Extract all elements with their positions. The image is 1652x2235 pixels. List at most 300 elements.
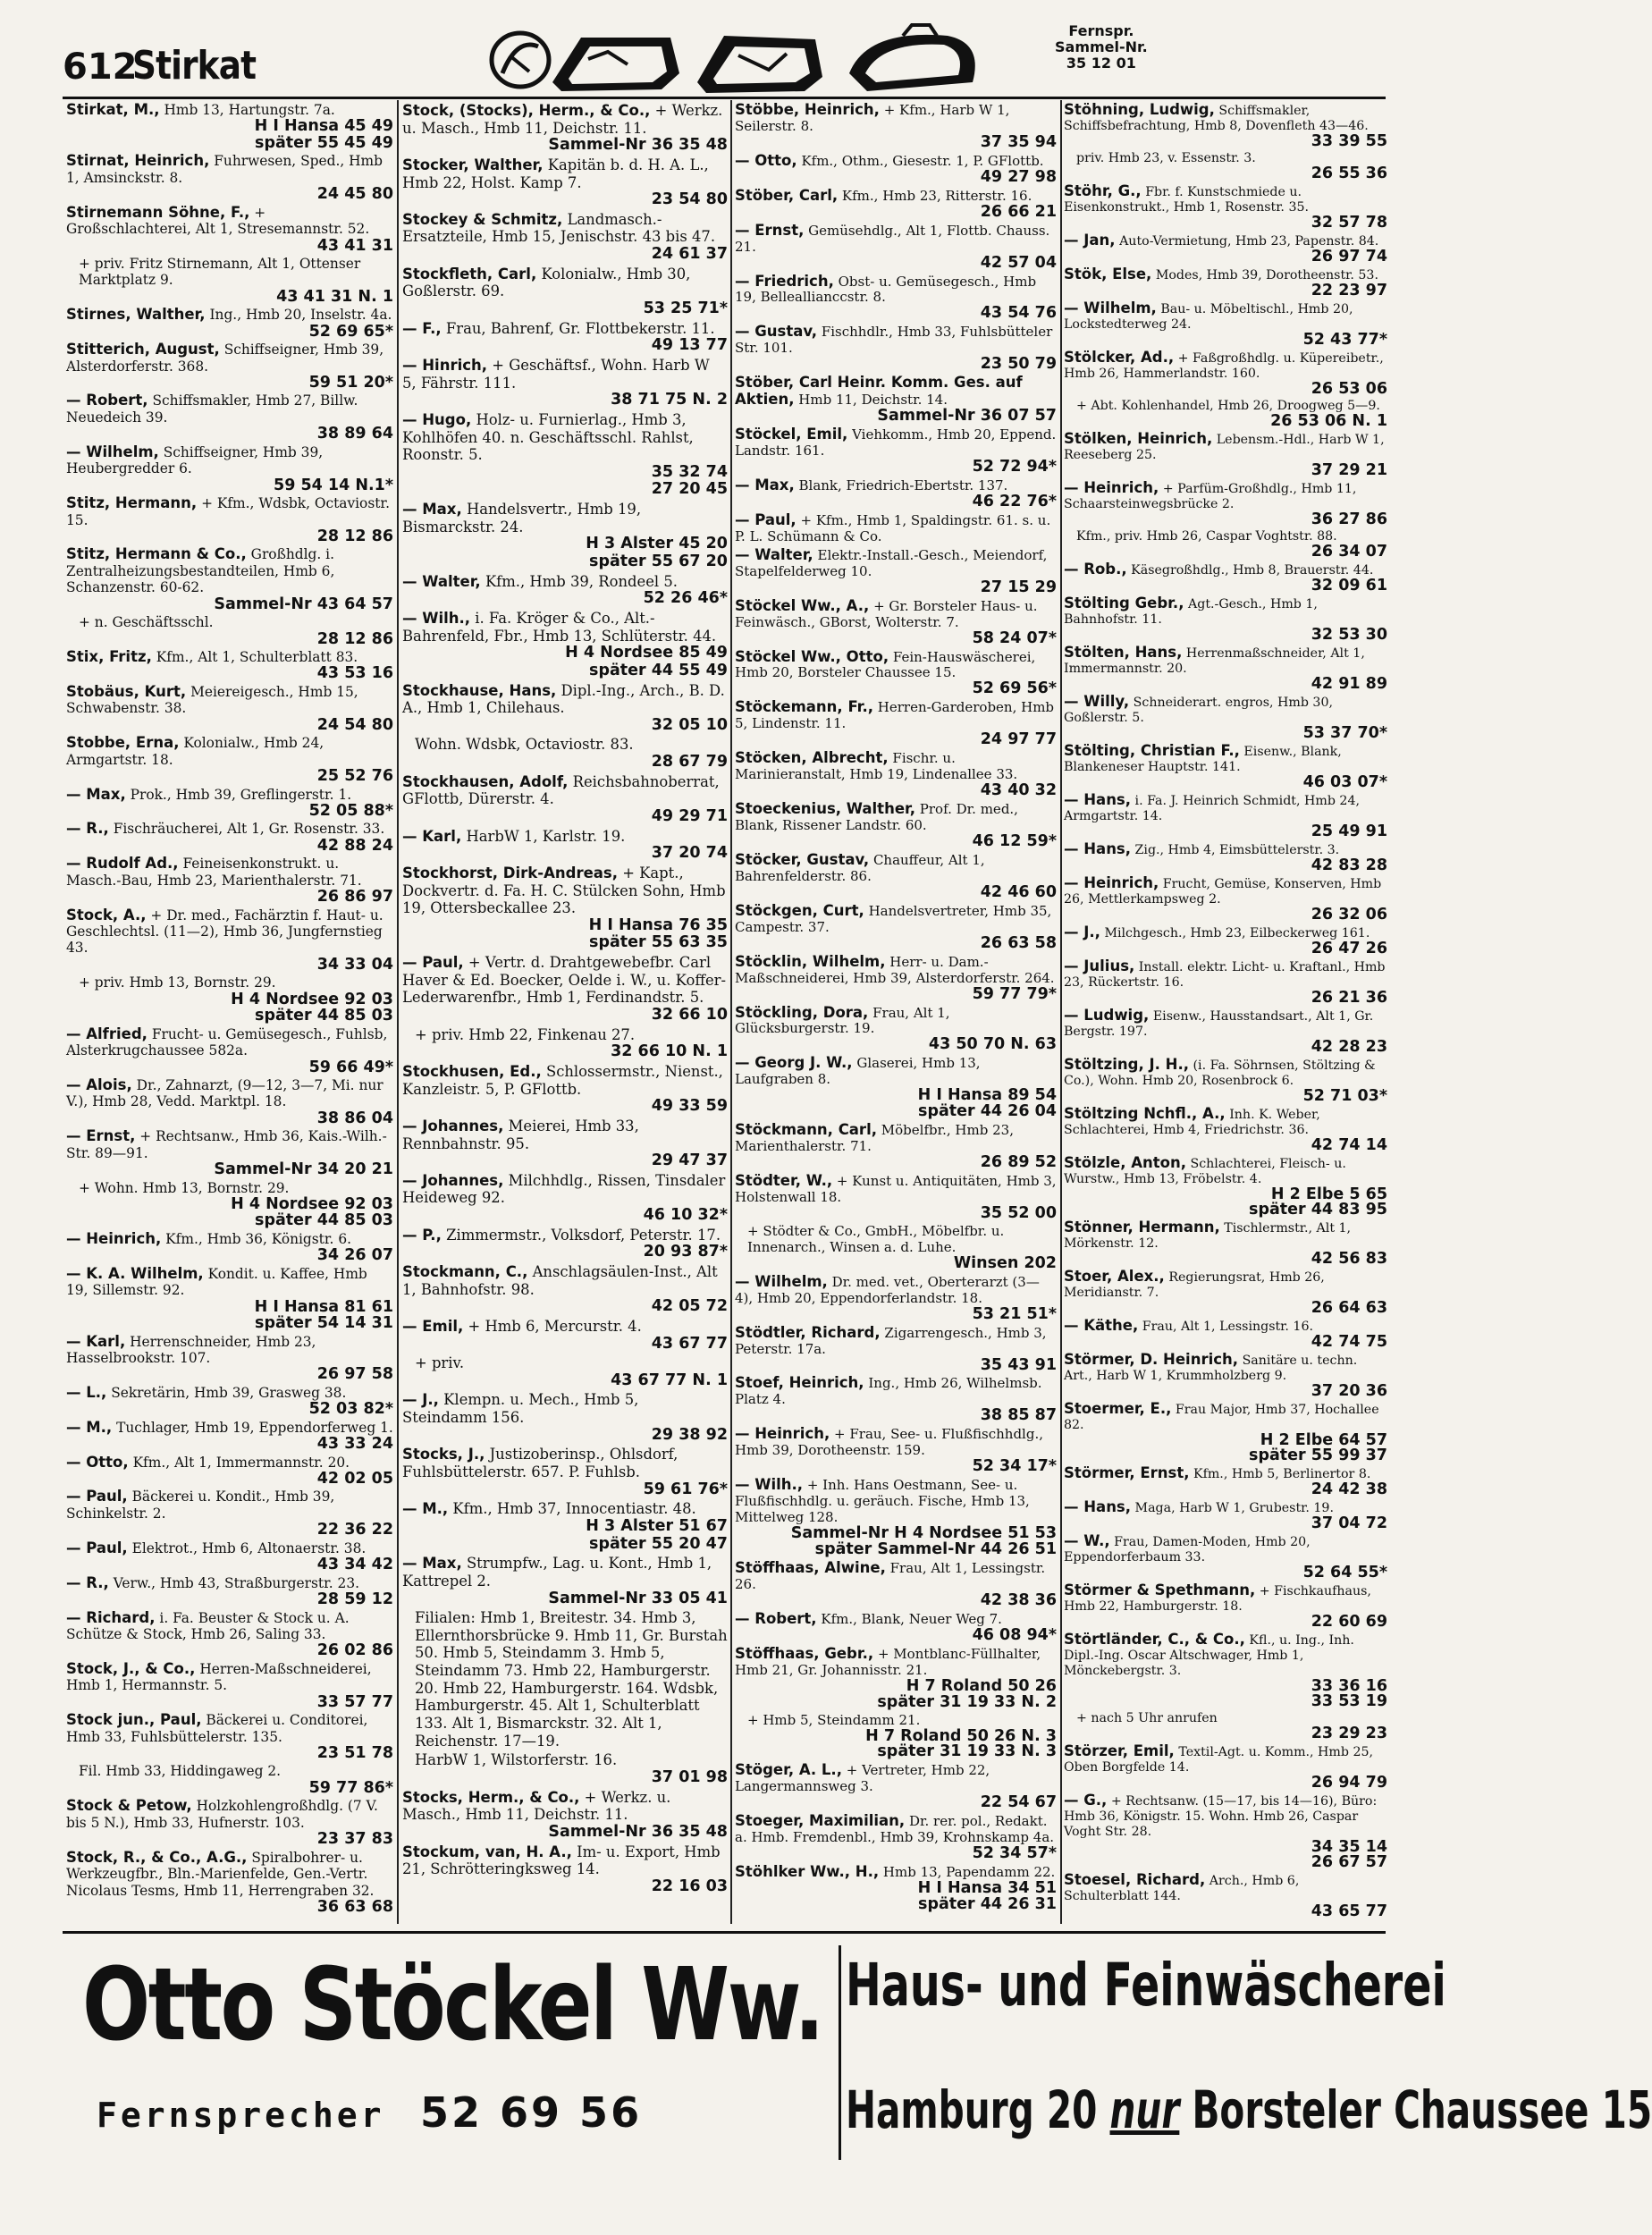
entry-phone-number: H I Hansa 34 51 (917, 1879, 1057, 1898)
ad-rule (63, 1931, 1386, 1934)
directory-entry (1064, 1401, 1387, 1463)
entry-name: — Hinrich, (402, 356, 488, 374)
entry-name: — Hans, (1064, 791, 1132, 808)
directory-entry (66, 1231, 393, 1264)
entry-name: Stock, (Stocks), Herm., & Co., (402, 102, 651, 119)
entry-text (735, 1813, 1057, 1846)
entry-name: — Karl, (402, 827, 462, 845)
entry-details: Frau, Damen-Moden, Hmb 20, Eppendorferbaum 33. (1064, 1535, 1311, 1564)
entry-name: Stöber, Carl, (735, 186, 839, 204)
entry-text (402, 573, 728, 591)
entry-phone-number: H I Hansa 89 54 (917, 1086, 1057, 1105)
entry-details: Strumpfw., Lag. u. Kont., Hmb 1, Kattrepel 2. (402, 1555, 712, 1590)
directory-entry (735, 1813, 1057, 1862)
entry-details: Schiffsmakler, Schiffsbefrachtung, Hmb 8, Dovenfleth 43—46. (1064, 104, 1369, 133)
entry-details: Feineisenkonstrukt. u. Masch.-Bau, Hmb 23, Marienthalerstr. 71. (66, 856, 362, 889)
entry-name: — Ludwig, (1064, 1007, 1150, 1024)
entry-details: Kfm., Alt 1, Immermannstr. 20. (132, 1454, 350, 1471)
entry-phone-number: 35 52 00 (980, 1203, 1057, 1222)
entry-details: Kfl., u. Ing., Inh. Dipl.-Ing. Oscar Altschwager, Hmb 1, Mönckebergstr. 3. (1064, 1633, 1354, 1678)
entry-details: Fuhrwesen, Sped., Hmb 1, Amsinckstr. 8. (66, 153, 383, 186)
entry-text (735, 324, 1057, 357)
directory-entry (66, 684, 393, 733)
entry-name: — K. A. Wilhelm, (66, 1264, 204, 1282)
entry-name: — Hans, (1064, 840, 1132, 857)
entry-phone-number: 46 12 59* (972, 831, 1057, 850)
entry-details: Kfm., Hmb 39, Rondeel 5. (485, 572, 678, 590)
entry-text (735, 954, 1057, 987)
entry-details: Filialen: Hmb 1, Breitestr. 34. Hmb 3, Ellernthorsbrücke 9. Hmb 11, Gr. Burstah 50. Hmb 5, Steindamm 3. Hmb 5, Steindamm 73. Hmb 22, Hamburgerstr. 20. Hmb 22, Hamburgerstr. 164. Wdsbk, Hamburgerstr. 45. Alt 1, Schulterblatt 133. Alt 1, Bismarckstr. 32. Alt 1, Reichenstr. 17—19. (415, 1609, 728, 1750)
entry-name: — Paul, (66, 1488, 128, 1505)
entry-details: Meierei, Hmb 33, Rennbahnstr. 95. (402, 1117, 639, 1152)
directory-entry (66, 974, 393, 1024)
entry-text (735, 598, 1057, 631)
entry-name: — Hans, (1064, 1498, 1132, 1515)
entry-name: — Georg J. W., (735, 1054, 853, 1072)
entry-phone-number: H 2 Elbe 64 57 (1260, 1431, 1387, 1449)
entry-name: Stockhause, Hans, (402, 681, 557, 699)
entry-details: i. Fa. Beuster & Stock u. A. Schütze & Stock, Hmb 26, Saling 33. (66, 1609, 350, 1642)
entry-name: — Käthe, (1064, 1317, 1139, 1334)
entry-phone-number: 46 08 94* (972, 1625, 1057, 1644)
directory-entry (1064, 841, 1387, 873)
entry-details: + Kunst u. Antiquitäten, Hmb 3, Holstenwall 18. (735, 1173, 1057, 1205)
entry-phone-number: 42 56 83 (1311, 1250, 1387, 1268)
directory-entry (402, 501, 728, 571)
entry-name: Stöckel, Emil, (735, 426, 848, 443)
entry-text (66, 546, 393, 595)
entry-details: Ing., Hmb 20, Inselstr. 4a. (209, 307, 392, 324)
entry-phone-number: 26 67 57 (1311, 1853, 1387, 1871)
directory-entry (735, 750, 1057, 799)
directory-entry (735, 1224, 1057, 1272)
page-header (63, 20, 1386, 100)
entry-name: Stirnes, Walther, (66, 306, 206, 324)
directory-entry (66, 787, 393, 820)
entry-text (66, 1850, 393, 1899)
directory-entry (66, 153, 393, 202)
entry-name: — W., (1064, 1532, 1110, 1549)
entry-name: Stöhlker Ww., H., (735, 1863, 880, 1881)
entry-phone-number: Sammel-Nr 36 35 48 (548, 136, 728, 155)
entry-phone-number: 33 36 16 (1311, 1677, 1387, 1695)
entry-phone-number: 43 34 42 (316, 1556, 393, 1574)
entry-details: Herrenmaßschneider, Alt 1, Immermannstr. 20. (1064, 646, 1365, 676)
directory-entry (402, 102, 728, 155)
entry-details: Frau, Alt 1, Glücksburgerstr. 19. (735, 1004, 950, 1037)
entry-details: Fein-Hauswäscherei, Hmb 20, Borsteler Chaussee 15. (735, 648, 1036, 681)
directory-entry (735, 1426, 1057, 1475)
directory-entry (66, 342, 393, 391)
entry-phone-number: 26 64 63 (1311, 1299, 1387, 1317)
entry-phone-number: 38 71 75 N. 2 (611, 391, 728, 409)
directory-entry (402, 211, 728, 264)
entry-details: + Kapt., Dockvertr. d. Fa. H. C. Stülcken Sohn, Hmb 19, Ottersbeckallee 23. (402, 864, 726, 917)
entry-name: Stöber, Carl Heinr. Komm. Ges. auf Aktien, (735, 374, 1023, 409)
directory-entry (402, 1354, 728, 1389)
directory-entry (1064, 924, 1387, 957)
directory-entry (735, 1762, 1057, 1811)
directory-entry (735, 1375, 1057, 1424)
directory-entry (735, 1173, 1057, 1222)
entry-phone-number: 34 33 04 (316, 955, 393, 974)
entry-details: Lebensm.-Hdl., Harb W 1, Reeseberg 25. (1064, 433, 1385, 462)
entry-phone-number: 36 27 86 (1311, 510, 1387, 528)
directory-entry (66, 102, 393, 151)
entry-phone-number: 22 54 67 (980, 1793, 1057, 1812)
entry-name: Stöffhaas, Gebr., (735, 1644, 874, 1662)
entry-details: Kondit. u. Kaffee, Hmb 19, Sillemstr. 92. (66, 1265, 367, 1299)
entry-phone-number: 42 28 23 (1311, 1038, 1387, 1056)
phone-header-sub: Sammel-Nr. (1055, 38, 1148, 55)
entry-name: — Johannes, (402, 1171, 504, 1189)
entry-details: Kfm., Hmb 5, Berlinertor 8. (1193, 1467, 1371, 1481)
entry-details: + Wohn. Hmb 13, Bornstr. 29. (79, 1179, 290, 1196)
entry-details: Herren-Maßschneiderei, Hmb 1, Hermannstr. 5. (66, 1660, 372, 1694)
directory-entry (735, 274, 1057, 323)
page-catchword: Stirkat (132, 43, 257, 89)
entry-phone-number: 37 04 72 (1311, 1514, 1387, 1532)
entry-text (402, 773, 728, 808)
entry-phone-number: später 44 85 03 (255, 1211, 393, 1230)
directory-entry (735, 1477, 1057, 1558)
directory-entry (735, 801, 1057, 850)
advertisement (63, 1936, 1652, 2222)
entry-name: Stoeger, Maximilian, (735, 1812, 906, 1830)
directory-entry (402, 1500, 728, 1553)
entry-details: Holz- u. Furnierlag., Hmb 3, Kohlhöfen 40. n. Geschäftsschl. Rahlst, Roonstr. 5. (402, 410, 694, 464)
entry-phone-number: 49 33 59 (651, 1097, 728, 1116)
entry-phone-number: 23 37 83 (316, 1830, 393, 1849)
entry-name: — Ernst, (735, 221, 805, 239)
entry-details: + priv. Hmb 22, Finkenau 27. (415, 1025, 636, 1043)
entry-phone-number: 42 88 24 (316, 836, 393, 855)
entry-name: Stobbe, Erna, (66, 734, 180, 752)
directory-entry (1064, 875, 1387, 923)
entry-details: + Rechtsanw. (15—17, bis 14—16), Büro: Hmb 36, Königstr. 15. Wohn. Hmb 26, Caspar Voght Str. 28. (1064, 1794, 1378, 1839)
entry-details: Schiffsmakler, Hmb 27, Billw. Neuedeich 39. (66, 392, 358, 426)
entry-details: Eisenw., Blank, Blankeneser Hauptstr. 141. (1064, 745, 1342, 774)
directory-entry (735, 1713, 1057, 1761)
entry-name: Stockmann, C., (402, 1263, 528, 1280)
entry-details: Schiffseigner, Hmb 39, Alsterdorferstr. 368. (66, 342, 384, 375)
entry-details: Regierungsrat, Hmb 26, Meridianstr. 7. (1064, 1270, 1325, 1300)
ad-phone-label: Fernsprecher (97, 2096, 385, 2135)
directory-entry (402, 1318, 728, 1353)
directory-entry (66, 1575, 393, 1608)
entry-phone-number: 27 20 45 (651, 480, 728, 499)
entry-phone-number: 52 03 82* (308, 1400, 393, 1419)
entry-text (1064, 1743, 1387, 1775)
phone-header-label: Fernspr. (1068, 22, 1134, 39)
entry-phone-number: 37 29 21 (1311, 461, 1387, 479)
entry-name: — Paul, (66, 1539, 128, 1556)
entry-text (402, 1609, 728, 1750)
entry-name: — Heinrich, (735, 1425, 830, 1443)
entry-phone-number: 33 53 19 (1311, 1692, 1387, 1710)
entry-phone-number: 24 97 77 (980, 730, 1057, 749)
entry-details: Reichsbahnoberrat, GFlottb, Dürerstr. 4. (402, 772, 720, 808)
entry-phone-number: 26 63 58 (980, 933, 1057, 952)
entry-name: Stöckmann, Carl, (735, 1121, 877, 1139)
entry-details: Verw., Hmb 43, Straßburgerstr. 23. (113, 1574, 360, 1591)
entry-text (735, 1426, 1057, 1459)
entry-text (402, 1227, 728, 1244)
entry-text (402, 1354, 728, 1372)
entry-name: — P., (402, 1226, 442, 1244)
entry-name: Stök, Else, (1064, 266, 1152, 283)
entry-phone-number: 52 34 17* (972, 1457, 1057, 1476)
entry-details: Elektr.-Install.-Gesch., Meiendorf, Stapelfelderweg 10. (735, 546, 1048, 579)
entry-text (402, 156, 728, 191)
directory-entry (1064, 232, 1387, 265)
directory-entry (735, 1560, 1057, 1609)
entry-details: + priv. Fritz Stirnemann, Alt 1, Ottenser Marktplatz 9. (79, 255, 361, 289)
entry-details: Gemüsehdlg., Alt 1, Flottb. Chauss. 21. (735, 222, 1050, 255)
entry-details: HarbW 1, Karlstr. 19. (466, 827, 626, 845)
entry-phone-number: später 31 19 33 N. 2 (877, 1692, 1057, 1711)
entry-name: — Robert, (66, 392, 148, 409)
entry-name: Stöcklin, Wilhelm, (735, 952, 886, 970)
entry-phone-number: 26 21 36 (1311, 989, 1387, 1007)
entry-name: Stödtler, Richard, (735, 1323, 881, 1341)
entry-details: Tuchlager, Hmb 19, Eppendorferweg 1. (116, 1419, 393, 1436)
entry-details: + Inh. Hans Oestmann, See- u. Flußfischhdlg. u. geräuch. Fische, Hmb 13, Mittelweg 128. (735, 1477, 1030, 1526)
directory-entry (735, 1274, 1057, 1323)
entry-phone-number: 25 52 76 (316, 767, 393, 786)
entry-details: Hmb 13, Hartungstr. 7a. (164, 102, 335, 118)
directory-entry (735, 1005, 1057, 1054)
entry-phone-number: 52 71 03* (1302, 1087, 1387, 1105)
entry-name: — Heinrich, (66, 1229, 162, 1247)
entry-text (1064, 1401, 1387, 1433)
directory-entry (735, 1864, 1057, 1913)
entry-phone-number: 59 54 14 N.1* (274, 476, 393, 494)
entry-details: Maga, Harb W 1, Grubestr. 19. (1134, 1501, 1334, 1515)
entry-details: Dr., Zahnarzt, (9—12, 3—7, Mi. nur V.), Hmb 28, Vedd. Marktpl. 18. (66, 1076, 384, 1110)
entry-text (66, 1661, 393, 1694)
directory-entry (66, 495, 393, 544)
directory-entry (66, 392, 393, 442)
entry-text (66, 1077, 393, 1110)
entry-details: + Montblanc-Füllhalter, Hmb 21, Gr. Johannisstr. 21. (735, 1645, 1041, 1678)
entry-name: — J., (1064, 924, 1100, 940)
entry-text (402, 954, 728, 1007)
directory-entry (1064, 1269, 1387, 1316)
entry-text (1064, 1106, 1387, 1138)
entry-text (1064, 875, 1387, 907)
entry-name: Stitz, Hermann & Co., (66, 545, 247, 563)
entry-details: Handelsvertreter, Hmb 35, Campestr. 37. (735, 902, 1052, 935)
entry-text (402, 211, 728, 246)
entry-phone-number: 33 57 77 (316, 1692, 393, 1711)
entry-phone-number: Sammel-Nr 36 35 48 (548, 1822, 728, 1841)
entry-name: Störtländer, C., & Co., (1064, 1631, 1245, 1648)
entry-phone-number: H 7 Roland 50 26 (906, 1676, 1057, 1695)
entry-name: Stocker, Walther, (402, 156, 544, 173)
directory-entry (402, 357, 728, 409)
entry-name: Stocks, J., (402, 1446, 485, 1463)
entry-phone-number: 42 74 14 (1311, 1136, 1387, 1154)
entry-phone-number: 26 34 07 (1311, 543, 1387, 561)
entry-text (735, 375, 1057, 409)
entry-phone-number: 22 36 22 (316, 1521, 393, 1539)
directory-entry (735, 375, 1057, 425)
entry-phone-number: 22 16 03 (651, 1877, 728, 1895)
entry-details: + Dr. med., Fachärztin f. Haut- u. Geschlechtsl. (11—2), Hmb 36, Jungfernstieg 43. (66, 907, 384, 957)
entry-phone-number: 36 63 68 (316, 1897, 393, 1916)
directory-entry (1064, 645, 1387, 692)
entry-phone-number: 49 27 98 (980, 167, 1057, 186)
entry-name: — Otto, (735, 151, 797, 169)
entry-details: + n. Geschäftsschl. (79, 614, 214, 631)
entry-text (66, 444, 393, 477)
entry-name: Stobäus, Kurt, (66, 682, 187, 700)
entry-text (66, 1455, 393, 1471)
directory-entry (1064, 1632, 1387, 1709)
entry-phone-number: 28 59 12 (316, 1590, 393, 1609)
directory-entry (735, 954, 1057, 1003)
entry-text (1064, 1269, 1387, 1301)
directory-entry (66, 1610, 393, 1659)
directory-entry (735, 1646, 1057, 1711)
entry-text (66, 1575, 393, 1591)
entry-text (735, 1560, 1057, 1593)
entry-text (1064, 1533, 1387, 1565)
directory-entry (402, 411, 728, 499)
entry-details: Zigarrengesch., Hmb 3, Peterstr. 17a. (735, 1324, 1047, 1357)
directory-entry (66, 1077, 393, 1126)
entry-name: Stöckgen, Curt, (735, 901, 864, 919)
entry-phone-number: 26 53 06 N. 1 (1270, 412, 1387, 430)
directory-entry (1064, 1792, 1387, 1870)
directory-entry (735, 1122, 1057, 1171)
column-divider (397, 100, 399, 1924)
directory-entry (66, 205, 393, 254)
entry-details: Justizoberinsp., Ohlsdorf, Fuhlsbüttelerstr. 657. P. Fuhlsb. (402, 1446, 678, 1481)
directory-entry (1064, 183, 1387, 231)
entry-phone-number: 43 41 31 N. 1 (276, 287, 393, 306)
directory-entry (1064, 792, 1387, 839)
entry-text (402, 357, 728, 392)
column-divider (730, 100, 732, 1924)
entry-text (1064, 1582, 1387, 1615)
entry-name: Stöltzing, J. H., (1064, 1056, 1189, 1073)
entry-name: Stölten, Hans, (1064, 644, 1183, 661)
entry-details: + Fischkaufhaus, Hmb 22, Hamburgerstr. 18. (1064, 1584, 1371, 1614)
directory-entry (66, 649, 393, 682)
entry-phone-number: 37 01 98 (651, 1767, 728, 1786)
entry-details: Blank, Friedrich-Ebertstr. 137. (798, 477, 1008, 493)
entry-name: — Rob., (1064, 561, 1127, 578)
entry-details: HarbW 1, Wilstorferstr. 16. (415, 1751, 618, 1769)
entry-text (735, 750, 1057, 783)
entry-details: Landmasch.-Ersatzteile, Hmb 15, Jenischstr. 43 bis 47. (402, 210, 716, 246)
entry-text (735, 1274, 1057, 1307)
entry-text (66, 974, 393, 991)
entry-text (402, 736, 728, 754)
entry-text (66, 1231, 393, 1247)
directory-entry (735, 547, 1057, 596)
ad-address-nur: nur (1109, 2079, 1180, 2140)
entry-details: + Frau, See- u. Flußfischhdlg., Hmb 39, Dorotheenstr. 159. (735, 1426, 1043, 1459)
entry-phone-number: 43 54 76 (980, 304, 1057, 323)
entry-phone-number: 25 49 91 (1311, 822, 1387, 840)
entry-phone-number: 43 50 70 N. 63 (928, 1035, 1057, 1054)
entry-details: Kfm., Othm., Giesestr. 1, P. GFlottb. (801, 152, 1044, 169)
directory-entry (1064, 1743, 1387, 1791)
entry-text (66, 1610, 393, 1643)
entry-name: Stitterich, August, (66, 341, 220, 358)
entry-name: Stockhorst, Dirk-Andreas, (402, 864, 618, 881)
entry-details: Zig., Hmb 4, Eimsbüttelerstr. 3. (1134, 843, 1340, 857)
entry-name: Stöcker, Gustav, (735, 850, 870, 868)
entry-text (66, 1385, 393, 1401)
entry-phone-number: später 55 99 37 (1249, 1446, 1387, 1464)
entry-details: Kfm., Alt 1, Schulterblatt 83. (156, 649, 358, 665)
directory-entry (1064, 1711, 1387, 1742)
entry-phone-number: 33 39 55 (1311, 132, 1387, 150)
directory-entry (735, 153, 1057, 186)
entry-name: Stöckling, Dora, (735, 1003, 869, 1021)
directory-entry (402, 156, 728, 209)
entry-name: Stöcken, Albrecht, (735, 749, 889, 767)
entry-details: Handelsvertr., Hmb 19, Bismarckstr. 24. (402, 501, 642, 536)
directory-entry (735, 426, 1057, 476)
entry-details: Prof. Dr. med., Blank, Rissener Landstr. 60. (735, 801, 1018, 834)
entry-details: Kapitän b. d. H. A. L., Hmb 22, Holst. Kamp 7. (402, 156, 709, 191)
entry-text (402, 610, 728, 645)
entry-phone-number: 43 65 77 (1311, 1902, 1387, 1920)
entry-phone-number: H 4 Nordsee 92 03 (231, 1195, 393, 1213)
directory-entry (402, 1063, 728, 1116)
entry-phone-number: H 2 Elbe 5 65 (1270, 1185, 1387, 1203)
ad-phone-number: 52 69 56 (420, 2088, 643, 2137)
entry-phone-number: H 3 Alster 51 67 (586, 1516, 728, 1535)
entry-details: Install. elektr. Licht- u. Kraftanl., Hmb 23, Rückertstr. 16. (1064, 960, 1386, 990)
entry-phone-number: 24 45 80 (316, 185, 393, 204)
directory-entry (402, 1172, 728, 1225)
directory-entry (66, 1763, 393, 1796)
entry-text (735, 649, 1057, 682)
entry-name: — Max, (402, 501, 462, 519)
entry-phone-number: 28 12 86 (316, 527, 393, 545)
entry-phone-number: 49 13 77 (651, 336, 728, 355)
directory-entry (402, 1446, 728, 1498)
directory-entry (1064, 151, 1387, 181)
directory-entry (66, 444, 393, 493)
entry-text (735, 1122, 1057, 1155)
entry-details: Kfm., priv. Hmb 26, Caspar Voghtstr. 88. (1076, 529, 1337, 544)
entry-details: + Werkz. u. Masch., Hmb 11, Deichstr. 11. (402, 102, 723, 137)
entry-name: Stocks, Herm., & Co., (402, 1788, 580, 1806)
entry-details: Fbr. f. Kunstschmiede u. Eisenkonstrukt., Hmb 1, Rosenstr. 35. (1064, 185, 1310, 215)
column-2 (402, 102, 728, 1926)
entry-name: Stockhusen, Ed., (402, 1062, 542, 1080)
entry-name: — Hugo, (402, 410, 472, 428)
entry-details: Hmb 13, Papendamm 22. (882, 1864, 1056, 1881)
entry-phone-number: 42 57 04 (980, 253, 1057, 272)
entry-text (1064, 1352, 1387, 1384)
entry-details: Bäckerei u. Kondit., Hmb 39, Schinkelstr. 2. (66, 1489, 335, 1522)
entry-text (1064, 792, 1387, 824)
entry-phone-number: Sammel-Nr 34 20 21 (214, 1160, 393, 1179)
entry-details: Fischräucherei, Alt 1, Gr. Rosenstr. 33. (113, 821, 385, 838)
directory-entry (66, 1798, 393, 1847)
entry-text (1064, 645, 1387, 677)
entry-text (402, 1263, 728, 1298)
entry-text (66, 1266, 393, 1299)
